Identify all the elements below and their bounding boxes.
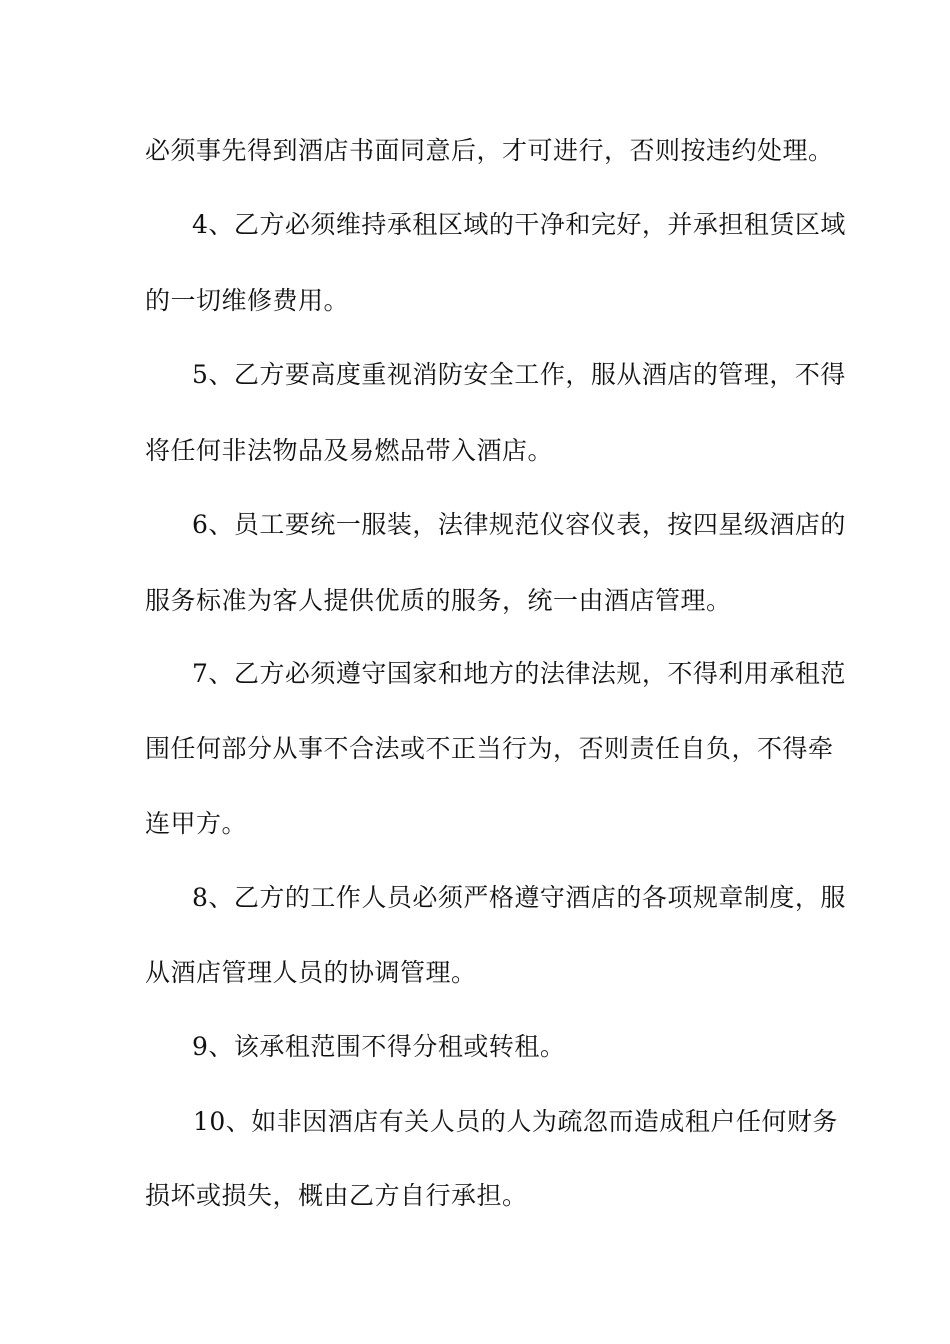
text-line: 必须事先得到酒店书面同意后，才可进行，否则按违约处理。 [145, 136, 834, 165]
text-line: 6、员工要统一服装，法律规范仪容仪表，按四星级酒店的 [192, 510, 846, 539]
text-line: 8、乙方的工作人员必须严格遵守酒店的各项规章制度，服 [192, 883, 846, 912]
text-line: 7、乙方必须遵守国家和地方的法律法规，不得利用承租范 [192, 659, 846, 688]
text-line: 的一切维修费用。 [145, 286, 350, 315]
text-line: 连甲方。 [145, 809, 248, 838]
text-line: 围任何部分从事不合法或不正当行为，否则责任自负，不得牵 [145, 734, 834, 763]
text-line: 4、乙方必须维持承租区域的干净和完好，并承担租赁区域 [192, 210, 846, 239]
text-line: 将任何非法物品及易燃品带入酒店。 [145, 436, 554, 465]
text-line: 9、该承租范围不得分租或转租。 [192, 1032, 566, 1061]
text-line: 服务标准为客人提供优质的服务，统一由酒店管理。 [145, 586, 732, 615]
text-line: 5、乙方要高度重视消防安全工作，服从酒店的管理，不得 [192, 360, 846, 389]
text-line: 10、如非因酒店有关人员的人为疏忽而造成租户任何财务 [193, 1107, 838, 1136]
text-line: 从酒店管理人员的协调管理。 [145, 958, 477, 987]
text-line: 损坏或损失，概由乙方自行承担。 [145, 1181, 528, 1210]
